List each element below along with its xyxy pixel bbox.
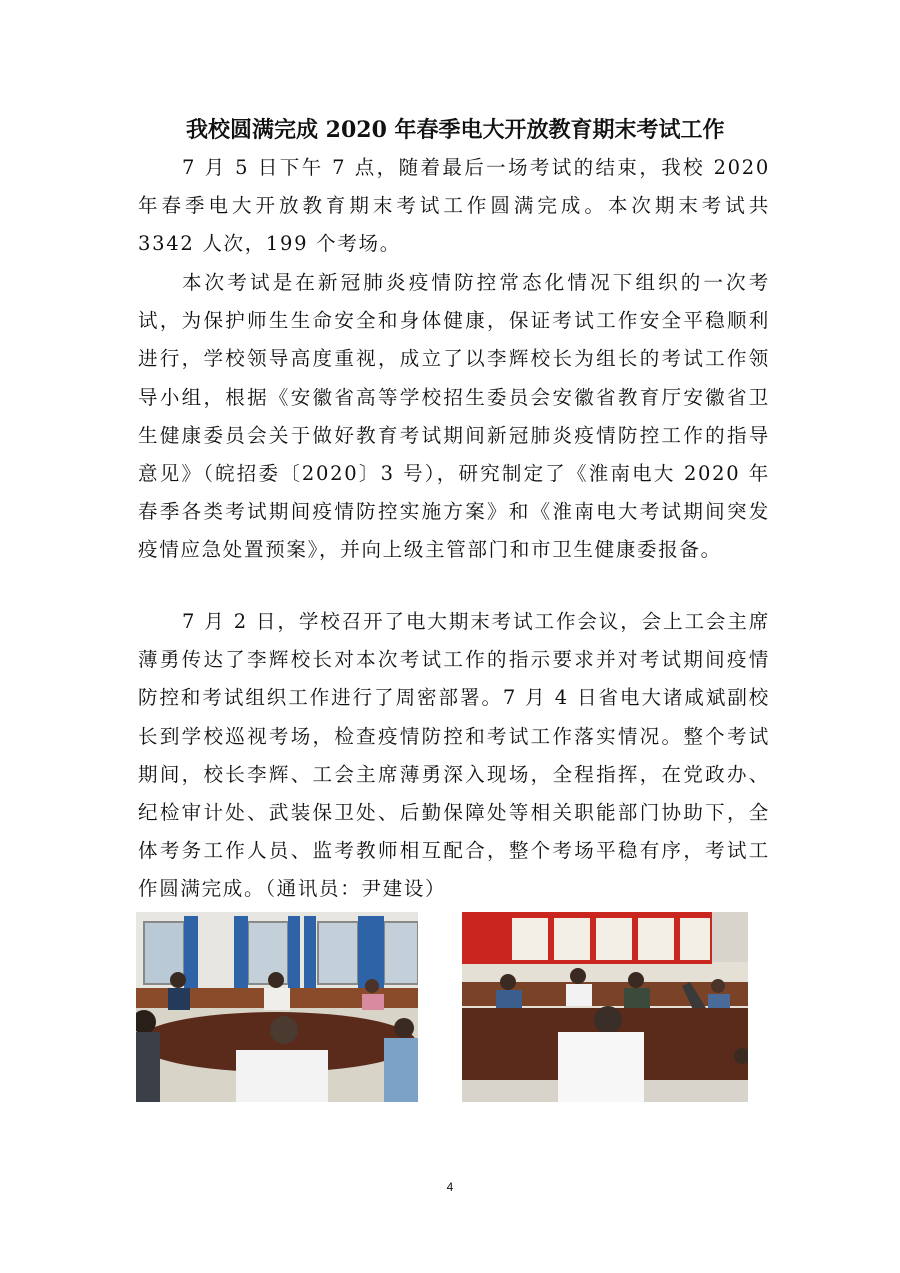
article-title: 我校圆满完成 2020 年春季电大开放教育期末考试工作 [186,117,725,143]
meeting-photo-1 [136,912,418,1102]
page-number: 4 [446,1180,454,1194]
meeting-photo-2 [462,912,748,1102]
paragraph-1: 7 月 5 日下午 7 点，随着最后一场考试的结束，我校 2020 年春季电大开放教育期末考试工作圆满完成。本次期末考试共 3342 人次，199 个考场。 [138,156,770,256]
paragraph-2: 本次考试是在新冠肺炎疫情防控常态化情况下组织的一次考试，为保护师生生命安全和身体健康，保证考试工作安全平稳顺利进行，学校领导高度重视，成立了以李辉校长为组长的考试工作领导小组，根据《安徽省高等学校招生委员会安徽省教育厅安徽省卫生健康委员会关于做好教育考试期间新冠肺炎疫情防控工作的指导意见》（皖招委〔2020〕3 号），研究制定了《淮南电大 2020 年春季各类考试期间疫情防控实施方案》和《淮南电大考试期间突发疫情应急处置预案》，并向上级主管部门和市卫生健康委报备。 [138,271,770,562]
paragraph-3: 7 月 2 日，学校召开了电大期末考试工作会议，会上工会主席薄勇传达了李辉校长对本次考试工作的指示要求并对考试期间疫情防控和考试组织工作进行了周密部署。7 月 4 日省电大诸咸斌副校长到学校巡视考场，检查疫情防控和考试工作落实情况。整个考试期间，校长李辉、工会主席薄勇深入现场，全程指挥，在党政办、纪检审计处、武装保卫处、后勤保障处等相关职能部门协助下，全体考务工作人员、监考教师相互配合，整个考场平稳有序，考试工作圆满完成。（通讯员：尹建设） [138,610,770,901]
